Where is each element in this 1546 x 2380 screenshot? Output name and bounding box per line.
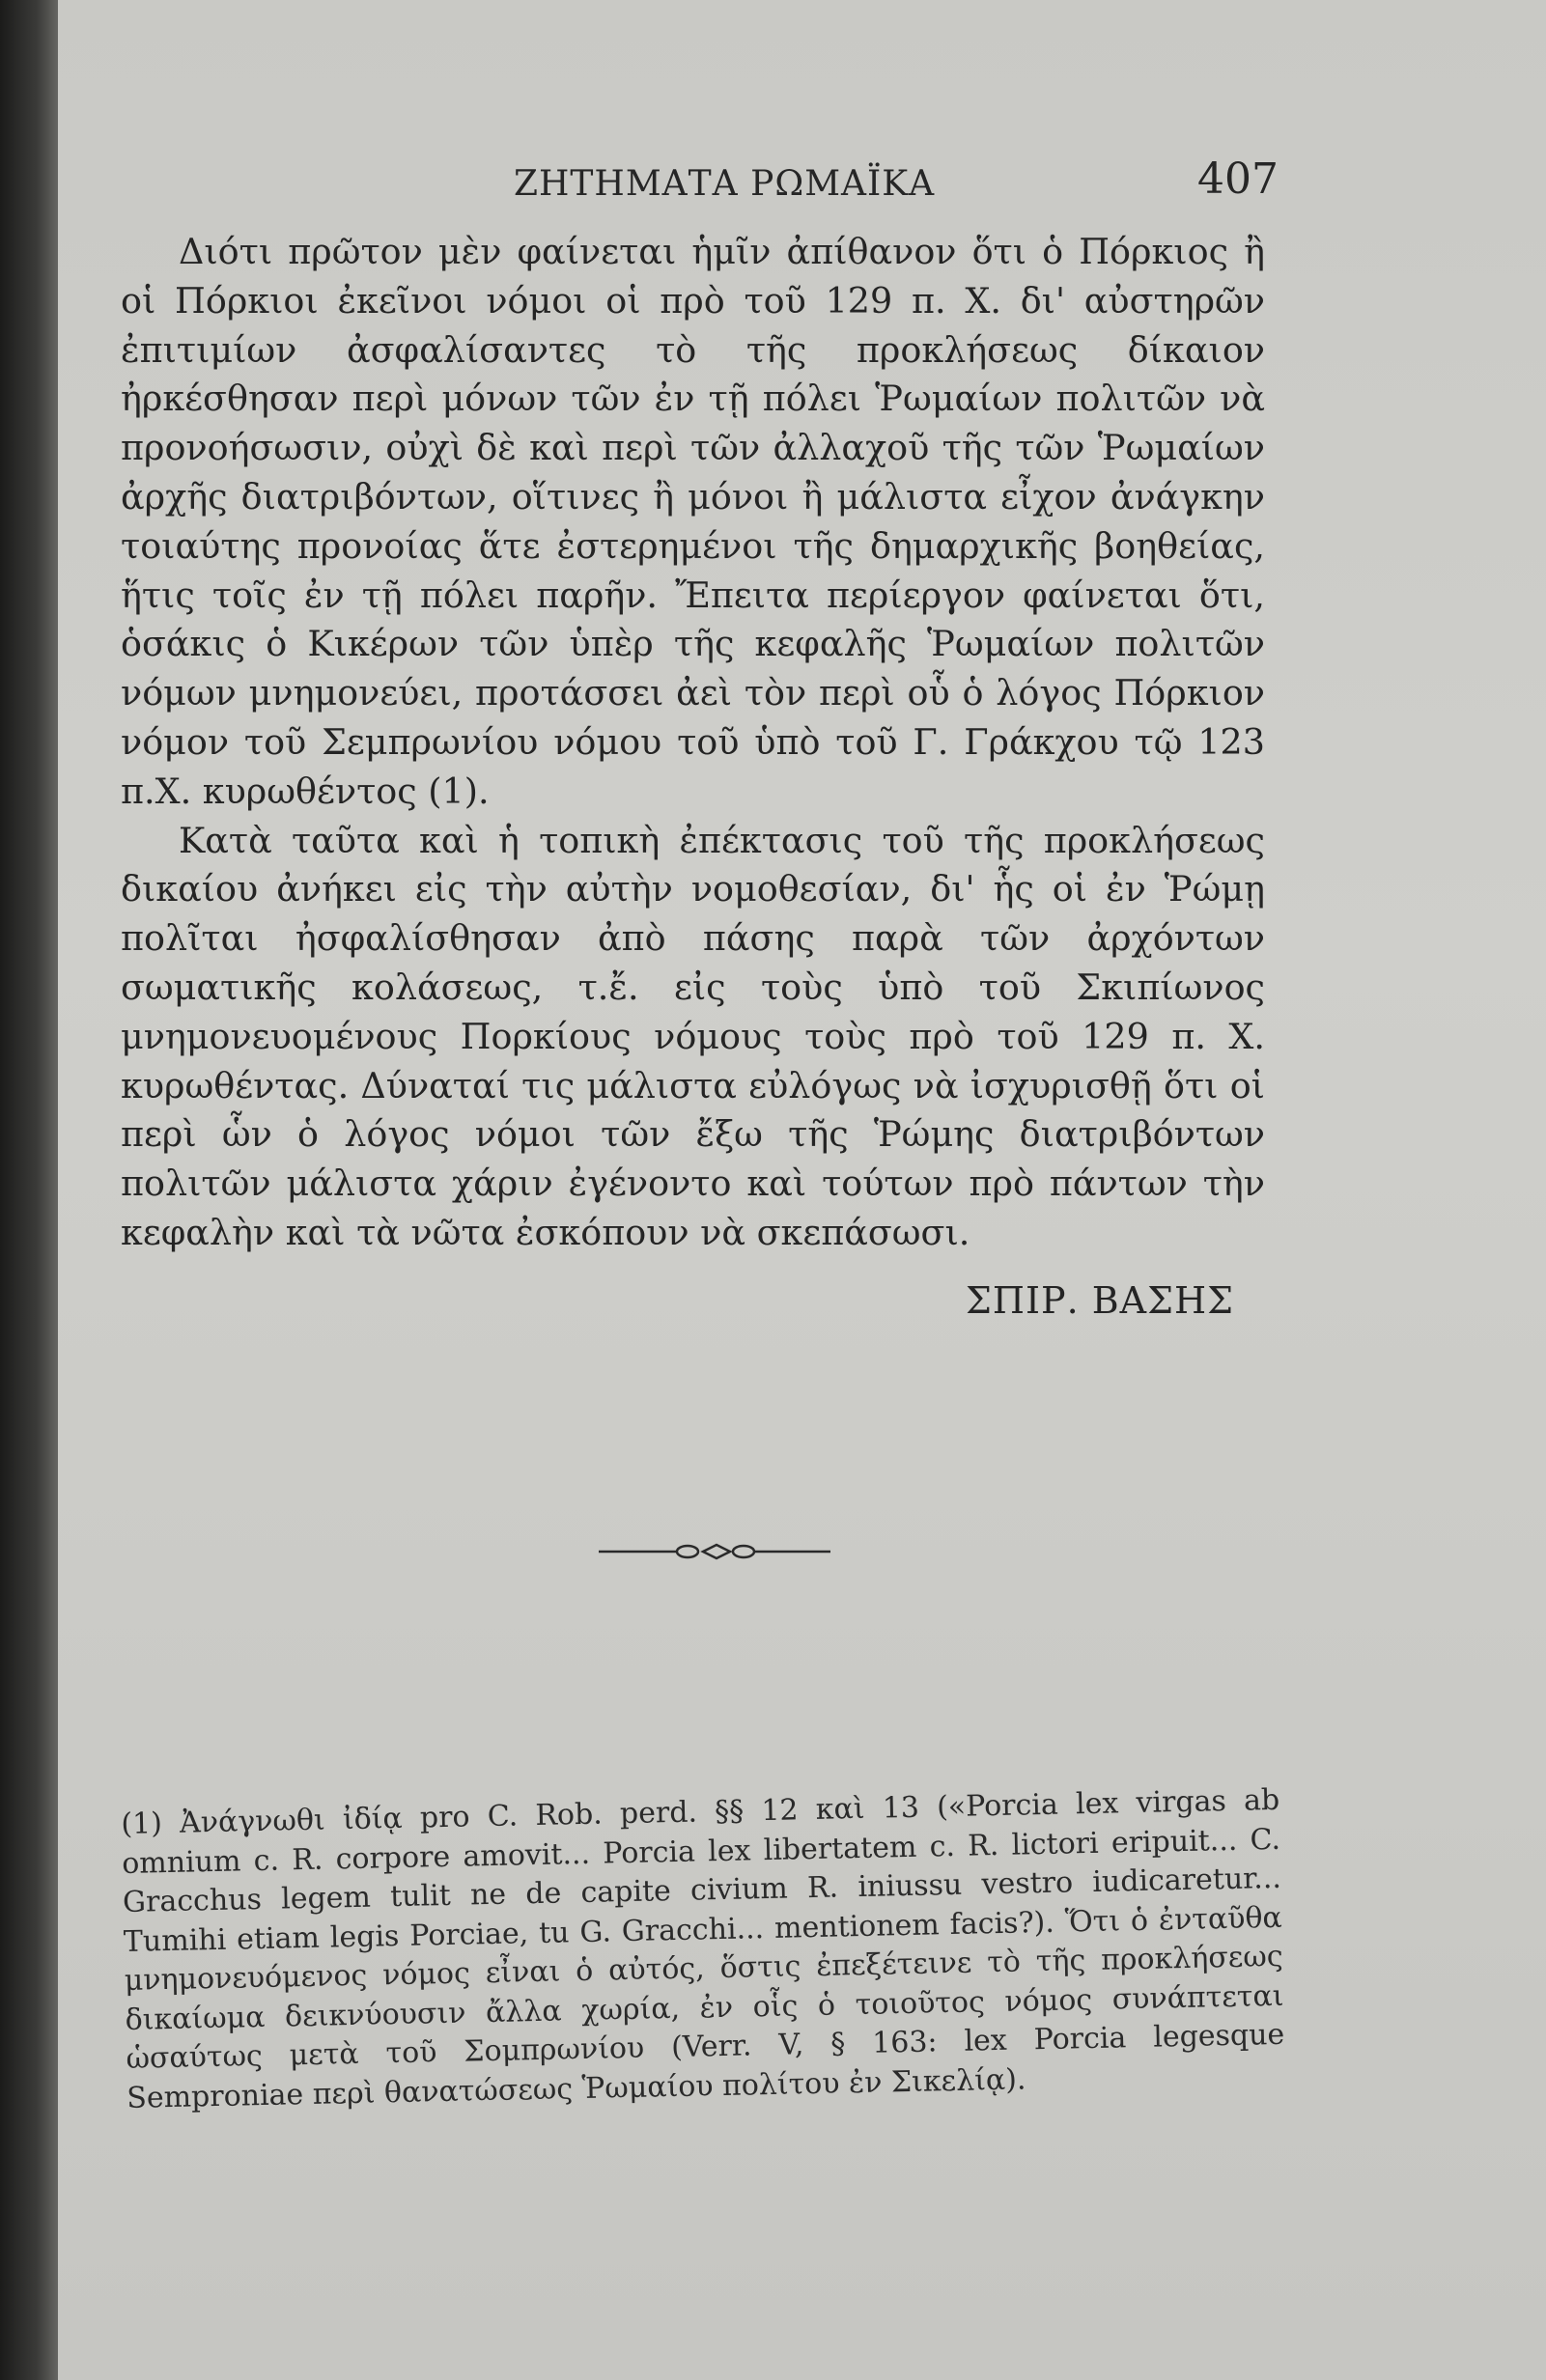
ornament-divider-icon [599,1537,830,1566]
body-text [121,228,1265,1258]
paragraph-2: Κατὰ ταῦτα καὶ ἡ τοπικὴ ἐπέκτασις τοῦ τῆς προκλήσεως δικαίου ἀνήκει εἰς τὴν αὐτὴν νομοθεσίαν, δι' ἧς οἱ ἐν Ῥώμῃ πολῖται ἠσφαλίσθησαν ἀπὸ πάσης παρὰ τῶν ἀρχόντων σωματικῆς κολάσεως, τ.ἔ. εἰς τοὺς ὑπὸ τοῦ Σκιπίωνος μνημονευομένους Πορκίους νόμους τοὺς πρὸ τοῦ 129 π. Χ. κυρωθέντας. Δύναταί τις μάλιστα εὐλόγως νὰ ἰσχυρισθῇ ὅτι οἱ περὶ ὧν ὁ λόγος νόμοι τῶν ἔξω τῆς Ῥώμης διατριβόντων πολιτῶν μάλιστα χάριν ἐγένοντο καὶ τούτων πρὸ πάντων τὴν κεφαλὴν καὶ τὰ νῶτα ἐσκόπουν νὰ σκεπάσωσι. [121,819,1265,1253]
page-number: 407 [1197,154,1279,204]
paragraph-1: Διότι πρῶτον μὲν φαίνεται ἡμῖν ἀπίθανον ὅτι ὁ Πόρκιος ἢ οἱ Πόρκιοι ἐκεῖνοι νόμοι οἱ πρὸ τοῦ 129 π. Χ. δι' αὐστηρῶν ἐπιτιμίων ἀσφαλίσαντες τὸ τῆς προκλήσεως δίκαιον ἠρκέσθησαν περὶ μόνων τῶν ἐν τῇ πόλει Ῥωμαίων πολιτῶν νὰ προνοήσωσιν, οὐχὶ δὲ καὶ περὶ τῶν ἀλλαχοῦ τῆς τῶν Ῥωμαίων ἀρχῆς διατριβόντων, οἵτινες ἢ μόνοι ἢ μάλιστα εἶχον ἀνάγκην τοιαύτης προνοίας ἅτε ἐστερημένοι τῆς δημαρχικῆς βοηθείας, ἥτις τοῖς ἐν τῇ πόλει παρῆν. Ἔπειτα περίεργον φαίνεται ὅτι, ὁσάκις ὁ Κικέρων τῶν ὑπὲρ τῆς κεφαλῆς Ῥωμαίων πολιτῶν νόμων μνημονεύει, προτάσσει ἀεὶ τὸν περὶ οὗ ὁ λόγος Πόρκιον νόμον τοῦ Σεμπρωνίου νόμου τοῦ ὑπὸ τοῦ Γ. Γράκχου τῷ 123 π.Χ. κυρωθέντος (1). [121,231,1265,812]
author-signature: ΣΠΙΡ. ΒΑΣΗΣ [966,1279,1234,1322]
footnote [121,1781,1286,2118]
footnote-text: (1) Ἀνάγνωθι ἰδίᾳ pro C. Rob. perd. §§ 12 καὶ 13 («Porcia lex virgas ab omnium c. R. corpore amovit... Porcia lex libertatem c. R. lictori eripuit... C. Gracchus legem tulit ne de capite civium R. iniussu vestro iudicaretur... Tumihi etiam legis Porciae, tu G. Gracchi... mentionem facis?). Ὅτι ὁ ἐνταῦθα μνημονευόμενος νόμος εἶναι ὁ αὐτός, ὅστις ἐπεξέτεινε τὸ τῆς προκλήσεως δικαίωμα δεικνύουσιν ἄλλα χωρία, ἐν οἷς ὁ τοιοῦτος νόμος συνάπτεται ὡσαύτως μετὰ τοῦ Σομπρωνίου (Verr. V, § 163: lex Porcia legesque Semproniae περὶ θανατώσεως Ῥωμαίου πολίτου ἐν Σικελίᾳ). [121,1782,1285,2115]
running-head: ΖΗΤΗΜΑΤΑ ΡΩΜΑΪΚΑ [514,164,936,204]
